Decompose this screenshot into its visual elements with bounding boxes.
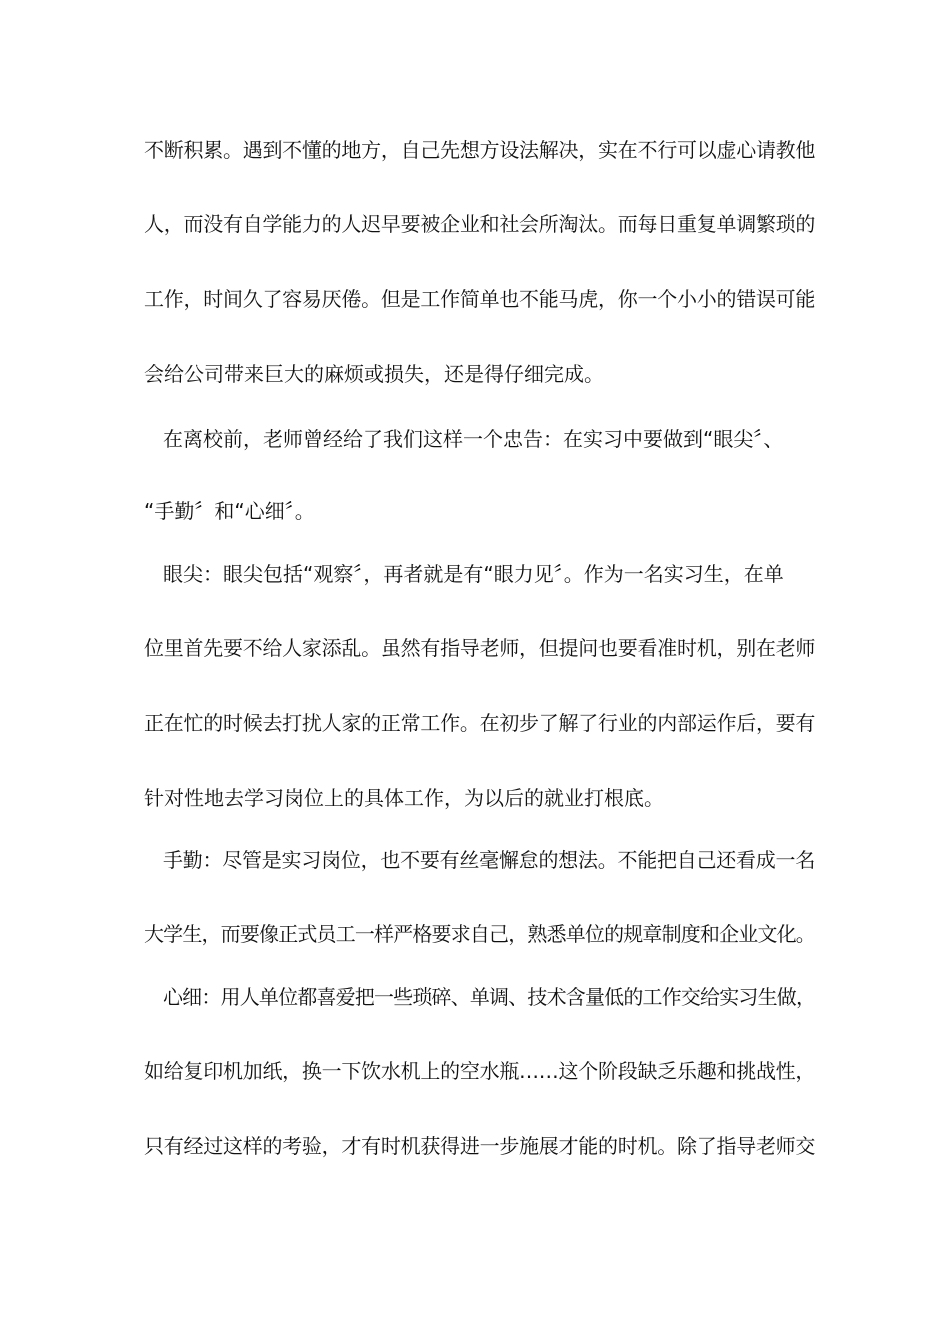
paragraph-first-line: 手勤：尽管是实习岗位，也不要有丝毫懈怠的想法。不能把自己还看成一名 (163, 848, 816, 872)
text-line: “手勤〞和“心细〞。 (144, 499, 315, 523)
paragraph-first-line: 眼尖：眼尖包括“观察〞，再者就是有“眼力见〞。作为一名实习生，在单 (163, 562, 784, 586)
text-line: 大学生，而要像正式员工一样严格要求自己，熟悉单位的规章制度和企业文化。 (144, 922, 815, 946)
text-line: 针对性地去学习岗位上的具体工作，为以后的就业打根底。 (144, 786, 664, 810)
text-line: 只有经过这样的考验，才有时机获得进一步施展才能的时机。除了指导老师交 (144, 1134, 816, 1158)
text-line: 位里首先要不给人家添乱。虽然有指导老师，但提问也要看准时机，别在老师 (144, 636, 816, 660)
paragraph-first-line: 心细：用人单位都喜爱把一些琐碎、单调、技术含量低的工作交给实习生做， (163, 985, 816, 1009)
text-line: 会给公司带来巨大的麻烦或损失，还是得仔细完成。 (144, 362, 604, 386)
text-line: 人，而没有自学能力的人迟早要被企业和社会所淘汰。而每日重复单调繁琐的 (144, 212, 816, 236)
text-line: 如给复印机加纸，换一下饮水机上的空水瓶……这个阶段缺乏乐趣和挑战性， (144, 1059, 816, 1083)
text-line: 正在忙的时候去打扰人家的正常工作。在初步了解了行业的内部运作后，要有 (144, 711, 816, 735)
text-line: 工作，时间久了容易厌倦。但是工作简单也不能马虎，你一个小小的错误可能 (144, 287, 816, 311)
text-line: 不断积累。遇到不懂的地方，自己先想方设法解决，实在不行可以虚心请教他 (144, 138, 816, 162)
paragraph-first-line: 在离校前，老师曾经给了我们这样一个忠告：在实习中要做到“眼尖〞、 (163, 427, 784, 451)
